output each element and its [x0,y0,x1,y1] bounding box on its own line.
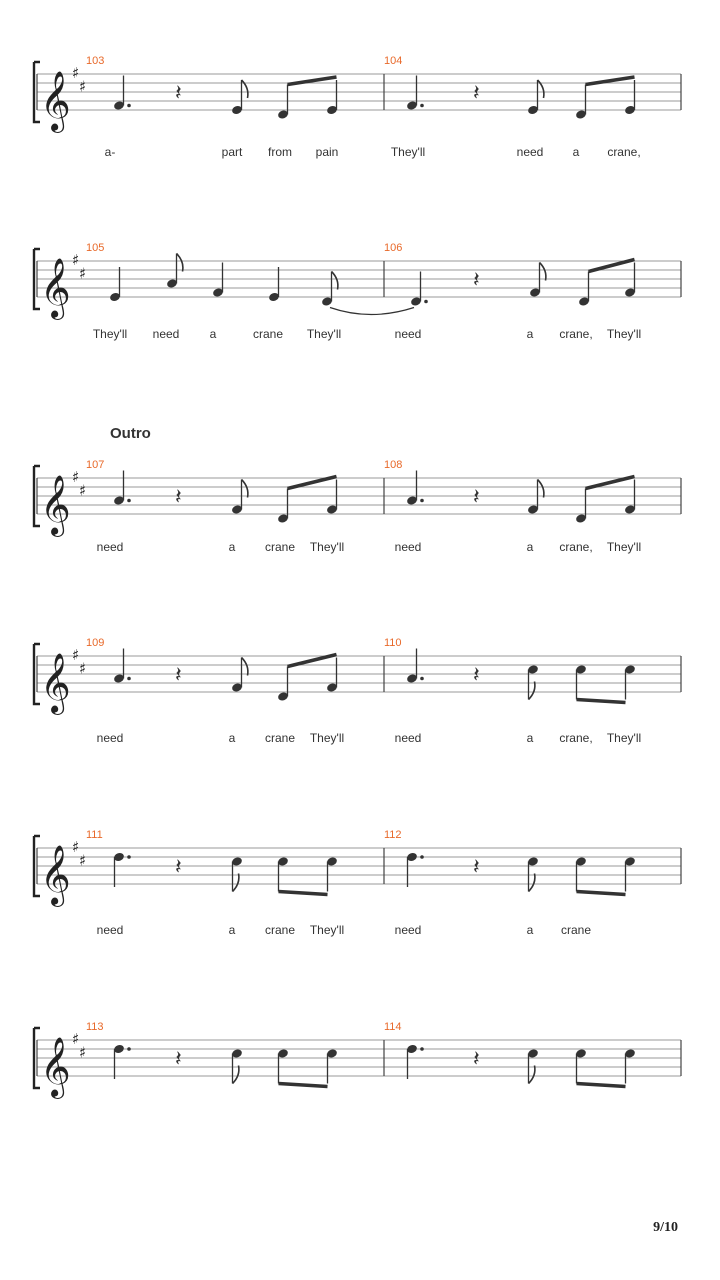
lyric-syllable: need [394,731,422,745]
quarter-rest: 𝄽 [473,1047,480,1072]
sharp-icon: ♯ [72,646,80,664]
beam [279,892,328,895]
augmentation-dot [420,855,424,859]
measure-number: 105 [86,242,105,254]
lyric-syllable: need [394,327,422,341]
lyric-syllable: They'll [606,540,642,554]
treble-clef-icon: 𝄞 [40,475,71,535]
augmentation-dot [420,1047,424,1051]
augmentation-dot [420,104,424,108]
lyric-syllable: a [526,923,534,937]
augmentation-dot [127,499,131,503]
sharp-icon: ♯ [72,251,80,269]
staff-system [34,1021,681,1099]
lyric-syllable: crane, [607,145,641,159]
quarter-rest: 𝄽 [175,485,182,510]
eighth-flag [242,658,248,676]
measure-number: 112 [384,829,402,841]
section-label-outro: Outro [110,425,151,442]
lyric-syllable: a [526,540,534,554]
eighth-flag [540,263,546,281]
quarter-rest: 𝄽 [473,81,480,106]
lyric-syllable: crane, [559,731,593,745]
lyric-syllable: crane [264,540,296,554]
augmentation-dot [127,677,131,681]
lyric-syllable: They'll [306,327,342,341]
lyric-syllable: need [394,923,422,937]
measure-number: 114 [384,1021,402,1033]
staff-system [34,637,681,745]
staff-system [34,55,681,159]
lyric-syllable: crane [560,923,592,937]
quarter-rest: 𝄽 [473,855,480,880]
lyric-syllable: They'll [309,731,345,745]
lyric-syllable: need [394,540,422,554]
sharp-icon: ♯ [72,64,80,82]
staff-system [34,459,681,554]
eighth-flag [233,874,239,892]
beam [577,700,626,703]
measure-number: 113 [86,1021,104,1033]
eighth-flag [177,254,183,272]
augmentation-dot [420,499,424,503]
sharp-icon: ♯ [79,1043,87,1062]
augmentation-dot [127,1047,131,1051]
lyric-syllable: need [96,923,124,937]
treble-clef-icon: 𝄞 [40,1037,71,1097]
sharp-icon: ♯ [72,468,80,486]
quarter-rest: 𝄽 [473,663,480,688]
page-number: 9/10 [653,1220,678,1235]
treble-clef-icon: 𝄞 [40,845,71,905]
augmentation-dot [420,677,424,681]
quarter-rest: 𝄽 [473,268,480,293]
quarter-rest: 𝄽 [175,1047,182,1072]
lyric-syllable: a [228,923,236,937]
eighth-flag [332,272,338,290]
quarter-rest: 𝄽 [175,855,182,880]
lyric-syllable: They'll [606,327,642,341]
sharp-icon: ♯ [79,659,87,678]
augmentation-dot [127,855,131,859]
lyric-syllable: part [221,145,243,159]
sharp-icon: ♯ [79,264,87,283]
lyric-syllable: need [96,540,124,554]
staff-system [34,829,681,937]
lyric-syllable: They'll [309,923,345,937]
sharp-icon: ♯ [72,838,80,856]
measure-number: 106 [384,242,403,254]
lyric-syllable: a [572,145,580,159]
sharp-icon: ♯ [79,481,87,500]
measure-number: 109 [86,637,105,649]
measure-number: 103 [86,55,105,67]
beam [577,892,626,895]
lyric-syllable: They'll [606,731,642,745]
lyric-syllable: They'll [309,540,345,554]
beam [577,1084,626,1087]
lyric-syllable: a- [104,145,116,159]
augmentation-dot [127,104,131,108]
lyric-syllable: need [516,145,544,159]
lyric-syllable: crane [264,923,296,937]
measure-number: 110 [384,637,402,649]
treble-clef-icon: 𝄞 [40,71,71,131]
treble-clef-icon: 𝄞 [40,258,71,318]
lyric-syllable: pain [315,145,339,159]
eighth-flag [529,682,535,700]
lyric-syllable: a [209,327,217,341]
lyric-syllable: They'll [390,145,426,159]
lyric-syllable: need [152,327,180,341]
lyric-syllable: crane, [559,327,593,341]
lyric-syllable: a [228,540,236,554]
lyric-syllable: need [96,731,124,745]
lyric-syllable: crane, [559,540,593,554]
measure-number: 111 [86,829,103,841]
quarter-rest: 𝄽 [175,81,182,106]
tie [330,308,414,315]
lyric-syllable: from [268,145,292,159]
sharp-icon: ♯ [72,1030,80,1048]
lyric-syllable: a [526,731,534,745]
measure-number: 104 [384,55,403,67]
sharp-icon: ♯ [79,851,87,870]
lyric-syllable: crane [252,327,284,341]
sharp-icon: ♯ [79,77,87,96]
lyric-syllable: a [228,731,236,745]
lyric-syllable: a [526,327,534,341]
lyric-syllable: crane [264,731,296,745]
augmentation-dot [424,300,428,304]
quarter-rest: 𝄽 [175,663,182,688]
eighth-flag [233,1066,239,1084]
measure-number: 107 [86,459,105,471]
measure-number: 108 [384,459,403,471]
eighth-flag [529,874,535,892]
lyric-syllable: They'll [92,327,128,341]
eighth-flag [242,480,248,498]
staff-system [34,242,681,341]
eighth-flag [529,1066,535,1084]
treble-clef-icon: 𝄞 [40,653,71,713]
beam [279,1084,328,1087]
eighth-flag [538,480,544,498]
quarter-rest: 𝄽 [473,485,480,510]
